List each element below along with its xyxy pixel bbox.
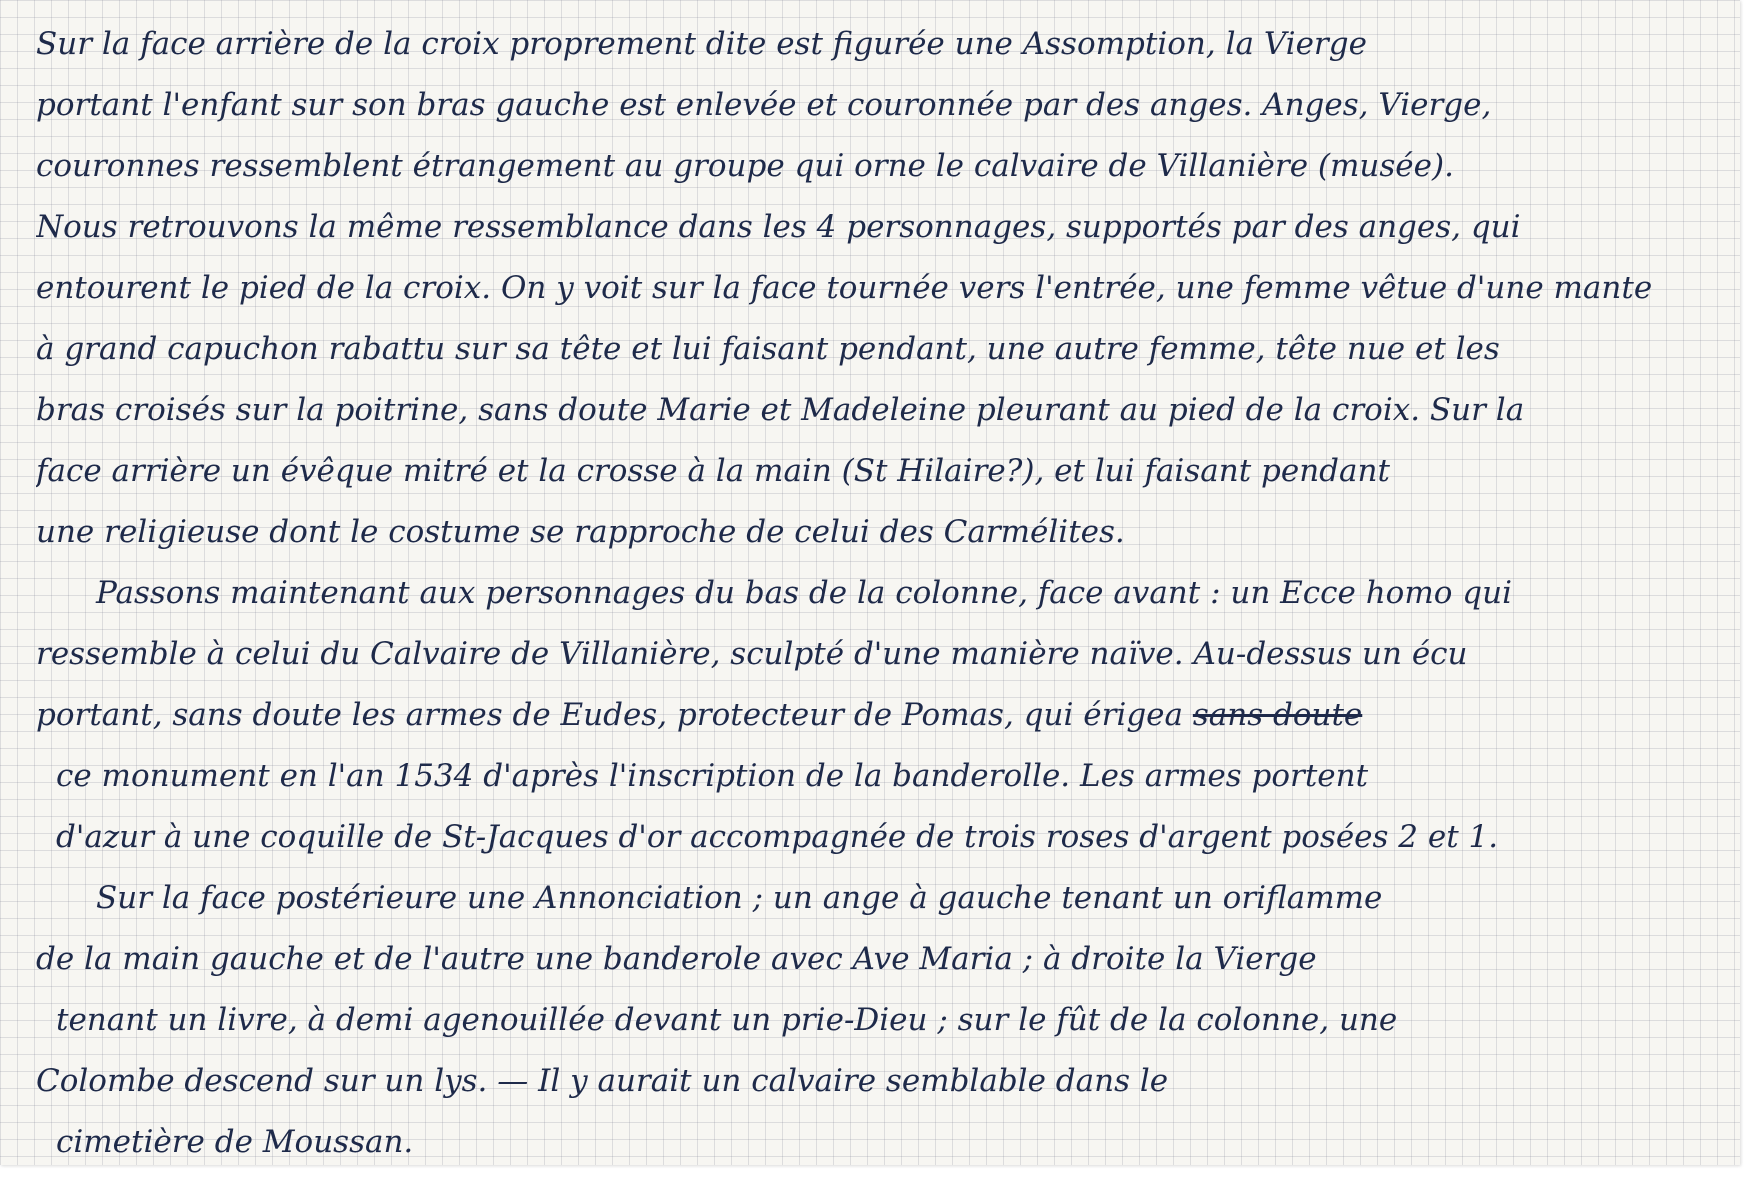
text-line-15: Sur la face postérieure une Annonciation ; un ange à gauche tenant un oriflamme <box>96 880 1383 916</box>
text-line-11: ressemble à celui du Calvaire de Villanière, sculpté d'une manière naïve. Au-dessus un écu <box>36 636 1468 672</box>
text-line-16: de la main gauche et de l'autre une banderole avec Ave Maria ; à droite la Vierge <box>36 941 1317 977</box>
text-line-7: bras croisés sur la poitrine, sans doute Marie et Madeleine pleurant au pied de la croix. Sur la <box>36 392 1525 428</box>
text-line-10: Passons maintenant aux personnages du bas de la colonne, face avant : un Ecce homo qui <box>96 575 1512 611</box>
text-line-2: portant l'enfant sur son bras gauche est enlevée et couronnée par des anges. Anges, Vierge, <box>36 87 1492 123</box>
struck-out-text: sans doute <box>1192 697 1363 733</box>
handwritten-text <box>36 14 1726 1173</box>
text-line-12 <box>36 685 1726 746</box>
text-line-4: Nous retrouvons la même ressemblance dans les 4 personnages, supportés par des anges, qui <box>36 209 1521 245</box>
text-line-6: à grand capuchon rabattu sur sa tête et lui faisant pendant, une autre femme, tête nue et les <box>36 331 1500 367</box>
text-line-8: face arrière un évêque mitré et la crosse à la main (St Hilaire?), et lui faisant pendant <box>36 453 1390 489</box>
text-line-1: Sur la face arrière de la croix proprement dite est figurée une Assomption, la Vierge <box>36 26 1367 62</box>
text-line-9: une religieuse dont le costume se rapproche de celui des Carmélites. <box>36 514 1125 550</box>
text-line-5: entourent le pied de la croix. On y voit sur la face tournée vers l'entrée, une femme vêtue d'une mante <box>36 270 1653 306</box>
text-line-13: ce monument en l'an 1534 d'après l'inscription de la banderolle. Les armes portent <box>56 758 1369 794</box>
text-line-14: d'azur à une coquille de St-Jacques d'or accompagnée de trois roses d'argent posées 2 et 1. <box>56 819 1499 855</box>
text-line-18: Colombe descend sur un lys. — Il y aurait un calvaire semblable dans le <box>36 1063 1169 1099</box>
text-line-17: tenant un livre, à demi agenouillée devant un prie-Dieu ; sur le fût de la colonne, une <box>56 1002 1398 1038</box>
text-line-12-content: portant, sans doute les armes de Eudes, protecteur de Pomas, qui érigea <box>36 697 1183 733</box>
text-line-19: cimetière de Moussan. <box>56 1124 414 1160</box>
text-line-3: couronnes ressemblent étrangement au groupe qui orne le calvaire de Villanière (musée). <box>36 148 1454 184</box>
